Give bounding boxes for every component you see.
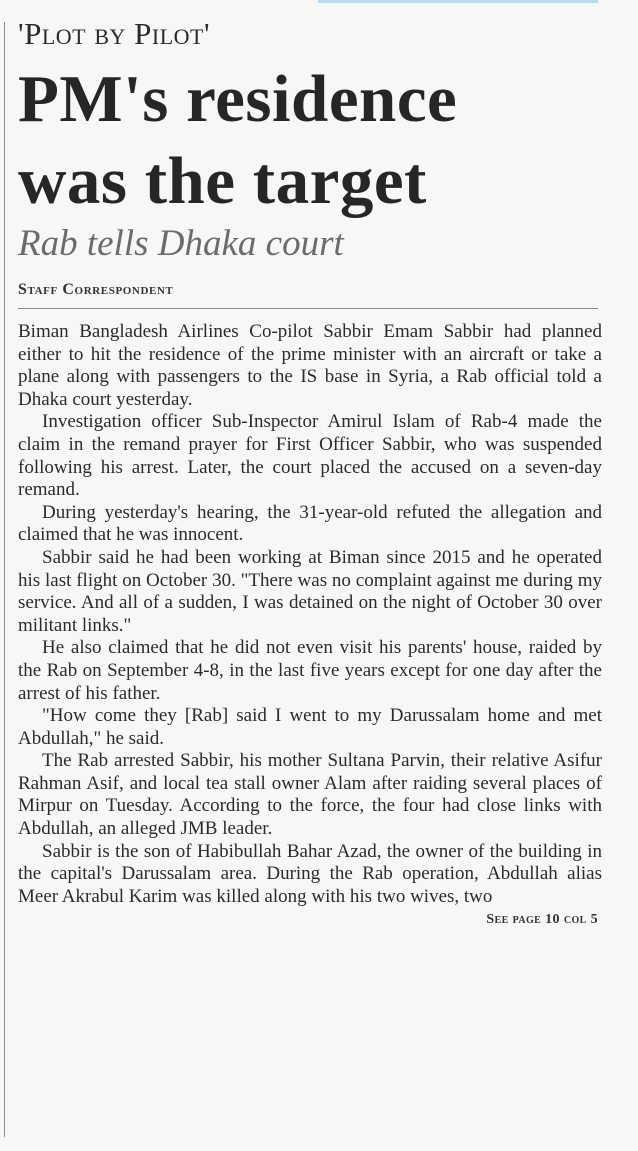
byline: Staff Correspondent [18,281,174,298]
paragraph: During yesterday's hearing, the 31-year-old refuted the allegation and claimed that he was innocent. [18,501,602,546]
top-color-strip [318,0,598,3]
continuation-line: See page 10 col 5 [486,912,598,928]
subheadline: Rab tells Dhaka court [18,223,344,264]
headline-line-2: was the target [18,144,427,218]
byline-divider [18,308,598,309]
paragraph: Sabbir said he had been working at Biman since 2015 and he operated his last flight on October 30. "There was no complaint against me during my service. And all of a sudden, I was detained on the night of October 30 over militant links." [18,546,602,636]
paragraph: "How come they [Rab] said I went to my Darussalam home and met Abdullah," he said. [18,705,602,749]
paragraph: Investigation officer Sub-Inspector Amirul Islam of Rab-4 made the claim in the remand prayer for First Officer Sabbir, who was suspended following his arrest. Later, the court placed the accused on a seven-day remand. [18,411,602,501]
paragraph: Biman Bangladesh Airlines Co-pilot Sabbir Emam Sabbir had planned either to hit the residence of the prime minister with an aircraft or take a plane along with passengers to the IS base in Syria, a Rab official told a Dhaka court yesterday. [18,321,602,410]
headline [18,58,602,222]
paragraph: Sabbir is the son of Habibullah Bahar Azad, the owner of the building in the capital's Darussalam area. During the Rab operation, Abdullah alias Meer Akrabul Karim was killed along with his two wives, two [18,840,602,907]
headline-line-1: PM's residence [18,62,458,136]
paragraph: He also claimed that he did not even visit his parents' house, raided by the Rab on September 4-8, in the last five years except for one day after the arrest of his father. [18,637,602,704]
article [18,16,602,928]
article-body [18,321,602,908]
kicker: 'Plot by Pilot' [18,16,211,51]
column-rule [4,22,5,1137]
paragraph: The Rab arrested Sabbir, his mother Sultana Parvin, their relative Asifur Rahman Asif, and local tea stall owner Alam after raiding several places of Mirpur on Tuesday. According to the force, the four had close links with Abdullah, an alleged JMB leader. [18,750,602,840]
